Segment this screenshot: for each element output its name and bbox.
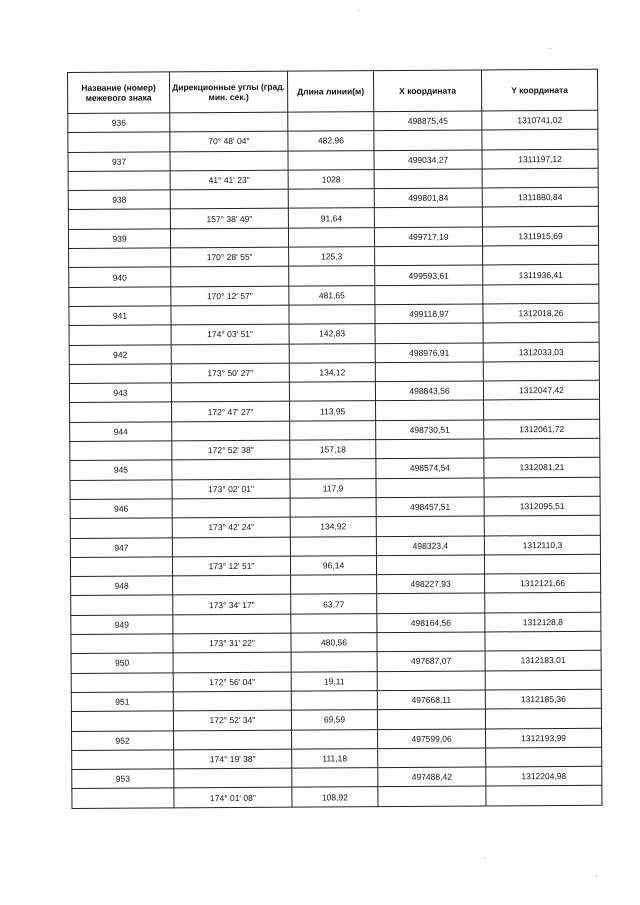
- mark-name-cell: 940: [69, 267, 171, 287]
- line-length-cell: 117,9: [290, 478, 376, 498]
- y-coordinate-cell: 1312185,36: [485, 689, 601, 709]
- x-coordinate-cell: 498976,91: [375, 343, 483, 363]
- y-coordinate-cell: 1311915,69: [482, 226, 598, 246]
- header-line-length: Длина линии(м): [287, 71, 373, 113]
- x-coordinate-cell: 498730,51: [376, 420, 484, 440]
- direction-angle-cell: 170° 12' 57": [171, 286, 289, 306]
- line-length-cell: 69,59: [291, 710, 377, 730]
- y-coordinate-cell: 1310741,02: [482, 110, 598, 130]
- line-length-cell: 134,92: [290, 517, 376, 537]
- mark-name-cell: 943: [69, 383, 171, 403]
- direction-angle-cell: 172° 47' 27": [172, 402, 290, 422]
- empty-cell: [288, 112, 374, 132]
- direction-angle-cell: 170° 28' 55": [171, 247, 289, 267]
- scan-speck: [596, 876, 597, 877]
- empty-cell: [484, 515, 600, 535]
- empty-cell: [68, 209, 170, 229]
- empty-cell: [289, 305, 375, 325]
- mark-name-cell: 945: [70, 460, 172, 480]
- empty-cell: [482, 168, 598, 188]
- mark-name-cell: 936: [68, 113, 170, 133]
- table-row-segment: [72, 786, 602, 809]
- empty-cell: [69, 248, 171, 268]
- y-coordinate-cell: 1312047,42: [483, 380, 599, 400]
- direction-angle-cell: 174° 01' 08": [174, 788, 292, 808]
- empty-cell: [288, 150, 374, 170]
- empty-cell: [486, 747, 602, 767]
- empty-cell: [378, 748, 486, 768]
- table-header-row: [68, 69, 598, 113]
- empty-cell: [288, 189, 374, 209]
- mark-name-cell: 937: [68, 151, 170, 171]
- direction-angle-cell: 41° 41' 23": [170, 170, 288, 190]
- line-length-cell: 91,64: [288, 208, 374, 228]
- direction-angle-cell: 173° 34' 17": [173, 595, 291, 615]
- empty-cell: [376, 439, 484, 459]
- y-coordinate-cell: 1311936,41: [483, 265, 599, 285]
- empty-cell: [375, 246, 483, 266]
- empty-cell: [72, 788, 174, 808]
- empty-cell: [377, 632, 485, 652]
- x-coordinate-cell: 498574,54: [376, 458, 484, 478]
- empty-cell: [375, 323, 483, 343]
- line-length-cell: 142,83: [289, 324, 375, 344]
- empty-cell: [483, 323, 599, 343]
- mark-name-cell: 939: [68, 229, 170, 249]
- empty-cell: [174, 730, 292, 750]
- empty-cell: [484, 438, 600, 458]
- empty-cell: [375, 362, 483, 382]
- line-length-cell: 63,77: [291, 594, 377, 614]
- empty-cell: [171, 382, 289, 402]
- empty-cell: [289, 266, 375, 286]
- mark-name-cell: 941: [69, 306, 171, 326]
- line-length-cell: 96,14: [290, 555, 376, 575]
- line-length-cell: 481,65: [289, 285, 375, 305]
- direction-angle-cell: 174° 03' 51": [171, 324, 289, 344]
- direction-angle-cell: 172° 52' 34": [173, 710, 291, 730]
- empty-cell: [482, 130, 598, 150]
- direction-angle-cell: 173° 02' 01": [172, 479, 290, 499]
- x-coordinate-cell: 498457,51: [376, 497, 484, 517]
- empty-cell: [292, 729, 378, 749]
- empty-cell: [290, 498, 376, 518]
- mark-name-cell: 938: [68, 190, 170, 210]
- empty-cell: [69, 287, 171, 307]
- empty-cell: [485, 708, 601, 728]
- mark-name-cell: 953: [72, 769, 174, 789]
- empty-cell: [483, 284, 599, 304]
- empty-cell: [290, 536, 376, 556]
- x-coordinate-cell: 498164,56: [377, 613, 485, 633]
- y-coordinate-cell: 1312033,03: [483, 342, 599, 362]
- mark-name-cell: 948: [71, 576, 173, 596]
- direction-angle-cell: 173° 12' 51": [172, 556, 290, 576]
- empty-cell: [71, 595, 173, 615]
- empty-cell: [483, 245, 599, 265]
- empty-cell: [374, 169, 482, 189]
- empty-cell: [485, 593, 601, 613]
- empty-cell: [172, 537, 290, 557]
- empty-cell: [171, 267, 289, 287]
- empty-cell: [72, 750, 174, 770]
- empty-cell: [485, 670, 601, 690]
- mark-name-cell: 949: [71, 615, 173, 635]
- empty-cell: [374, 207, 482, 227]
- line-length-cell: 19,11: [291, 671, 377, 691]
- direction-angle-cell: 172° 56' 04": [173, 672, 291, 692]
- empty-cell: [170, 189, 288, 209]
- empty-cell: [170, 112, 288, 132]
- y-coordinate-cell: 1312110,3: [484, 535, 600, 555]
- y-coordinate-cell: 1312095,51: [484, 496, 600, 516]
- empty-cell: [69, 364, 171, 384]
- empty-cell: [377, 593, 485, 613]
- empty-cell: [289, 343, 375, 363]
- empty-cell: [70, 402, 172, 422]
- header-direction-angle: Дирекционные углы (град. мин. сек.): [170, 71, 288, 113]
- x-coordinate-cell: 498843,56: [375, 381, 483, 401]
- mark-name-cell: 947: [70, 537, 172, 557]
- empty-cell: [291, 652, 377, 672]
- empty-cell: [70, 557, 172, 577]
- empty-cell: [172, 498, 290, 518]
- y-coordinate-cell: 1312128,8: [485, 612, 601, 632]
- empty-cell: [69, 325, 171, 345]
- empty-cell: [71, 634, 173, 654]
- empty-cell: [172, 459, 290, 479]
- x-coordinate-cell: 499801,84: [374, 188, 482, 208]
- y-coordinate-cell: 1312018,26: [483, 303, 599, 323]
- empty-cell: [71, 672, 173, 692]
- x-coordinate-cell: 499034,27: [374, 150, 482, 170]
- header-y-coordinate: Y координата: [481, 69, 597, 111]
- empty-cell: [70, 441, 172, 461]
- x-coordinate-cell: 497687,07: [377, 651, 485, 671]
- mark-name-cell: 951: [71, 692, 173, 712]
- empty-cell: [376, 555, 484, 575]
- empty-cell: [289, 382, 375, 402]
- empty-cell: [288, 227, 374, 247]
- empty-cell: [173, 691, 291, 711]
- empty-cell: [290, 420, 376, 440]
- direction-angle-cell: 172° 52' 38": [172, 440, 290, 460]
- empty-cell: [290, 459, 376, 479]
- empty-cell: [68, 132, 170, 152]
- empty-cell: [378, 786, 486, 806]
- y-coordinate-cell: 1312081,21: [484, 458, 600, 478]
- empty-cell: [377, 671, 485, 691]
- empty-cell: [483, 361, 599, 381]
- direction-angle-cell: 174° 19' 38": [174, 749, 292, 769]
- mark-name-cell: 944: [70, 422, 172, 442]
- direction-angle-cell: 173° 50' 27": [171, 363, 289, 383]
- empty-cell: [173, 614, 291, 634]
- x-coordinate-cell: 498227,93: [377, 574, 485, 594]
- scan-speck: [484, 858, 485, 859]
- empty-cell: [374, 130, 482, 150]
- mark-name-cell: 942: [69, 344, 171, 364]
- scan-speck: [358, 10, 359, 11]
- x-coordinate-cell: 497668,11: [377, 690, 485, 710]
- line-length-cell: 111,18: [292, 748, 378, 768]
- y-coordinate-cell: 1312121,66: [485, 573, 601, 593]
- y-coordinate-cell: 1311880,84: [482, 187, 598, 207]
- empty-cell: [484, 477, 600, 497]
- empty-cell: [68, 171, 170, 191]
- line-length-cell: 482,96: [288, 131, 374, 151]
- mark-name-cell: 952: [72, 730, 174, 750]
- y-coordinate-cell: 1312204,98: [486, 766, 602, 786]
- empty-cell: [71, 711, 173, 731]
- direction-angle-cell: 70° 48' 04": [170, 131, 288, 151]
- line-length-cell: 1028: [288, 170, 374, 190]
- empty-cell: [170, 228, 288, 248]
- empty-cell: [375, 285, 483, 305]
- line-length-cell: 134,12: [289, 362, 375, 382]
- direction-angle-cell: 173° 42' 24": [172, 517, 290, 537]
- x-coordinate-cell: 498875,45: [374, 111, 482, 131]
- direction-angle-cell: 157° 38' 49": [170, 209, 288, 229]
- boundary-marks-table: [67, 69, 602, 809]
- empty-cell: [376, 516, 484, 536]
- direction-angle-cell: 173° 31' 22": [173, 633, 291, 653]
- empty-cell: [174, 768, 292, 788]
- line-length-cell: 113,95: [290, 401, 376, 421]
- scan-speck: [550, 48, 551, 49]
- empty-cell: [171, 305, 289, 325]
- y-coordinate-cell: 1312061,72: [484, 419, 600, 439]
- y-coordinate-cell: 1312193,99: [486, 728, 602, 748]
- x-coordinate-cell: 499717,19: [374, 227, 482, 247]
- empty-cell: [70, 480, 172, 500]
- empty-cell: [173, 652, 291, 672]
- empty-cell: [70, 518, 172, 538]
- header-mark-name: Название (номер) межевого знака: [68, 72, 170, 114]
- mark-name-cell: 946: [70, 499, 172, 519]
- x-coordinate-cell: 499118,97: [375, 304, 483, 324]
- empty-cell: [376, 478, 484, 498]
- y-coordinate-cell: 1311197,12: [482, 149, 598, 169]
- line-length-cell: 157,18: [290, 440, 376, 460]
- header-x-coordinate: X координата: [373, 70, 481, 112]
- empty-cell: [291, 691, 377, 711]
- empty-cell: [173, 575, 291, 595]
- x-coordinate-cell: 498323,4: [376, 535, 484, 555]
- line-length-cell: 108,92: [292, 787, 378, 807]
- line-length-cell: 480,56: [291, 633, 377, 653]
- empty-cell: [486, 786, 602, 806]
- empty-cell: [170, 151, 288, 171]
- empty-cell: [485, 631, 601, 651]
- empty-cell: [291, 613, 377, 633]
- empty-cell: [172, 421, 290, 441]
- y-coordinate-cell: 1312183,01: [485, 651, 601, 671]
- empty-cell: [482, 207, 598, 227]
- x-coordinate-cell: 499593,61: [375, 265, 483, 285]
- empty-cell: [291, 575, 377, 595]
- empty-cell: [484, 400, 600, 420]
- empty-cell: [377, 709, 485, 729]
- empty-cell: [376, 400, 484, 420]
- x-coordinate-cell: 497599,06: [378, 728, 486, 748]
- x-coordinate-cell: 497488,42: [378, 767, 486, 787]
- line-length-cell: 125,3: [289, 247, 375, 267]
- empty-cell: [484, 554, 600, 574]
- empty-cell: [292, 768, 378, 788]
- mark-name-cell: 950: [71, 653, 173, 673]
- empty-cell: [171, 344, 289, 364]
